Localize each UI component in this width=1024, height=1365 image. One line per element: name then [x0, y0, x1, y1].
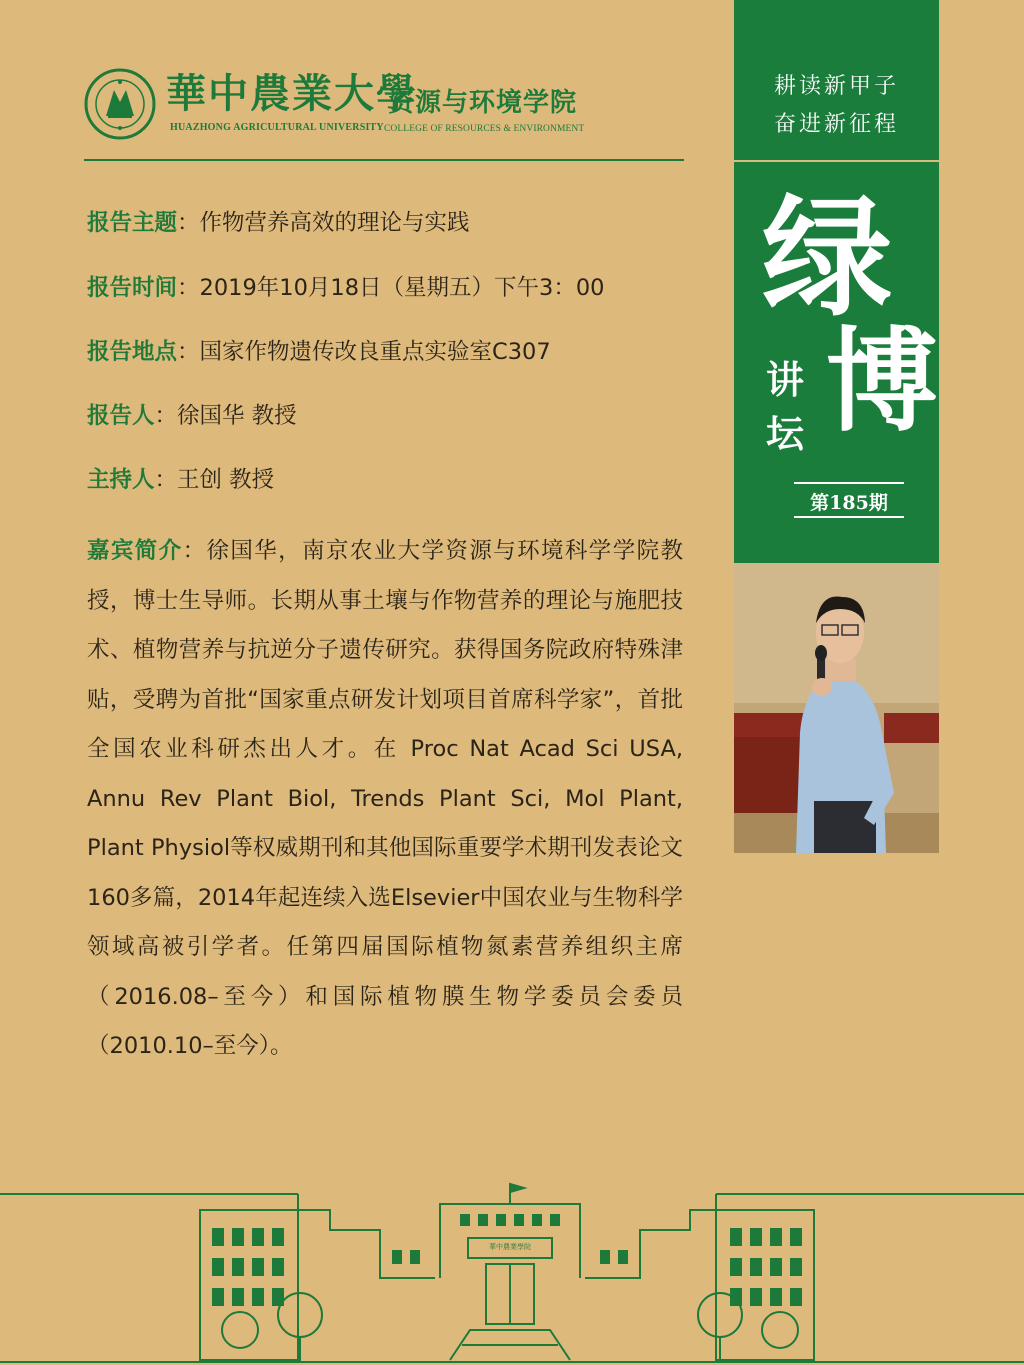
brush-char-lv: 绿 — [762, 181, 893, 334]
college-name-en: COLLEGE OF RESOURCES & ENVIRONMENT — [384, 124, 585, 134]
reporter — [87, 401, 297, 431]
report-location-label: 报告地点 — [87, 339, 178, 365]
issue-rule-top — [794, 482, 904, 484]
host-label: 主持人 — [87, 467, 155, 493]
speaker-photo — [734, 563, 939, 853]
guest-bio — [87, 527, 683, 1072]
university-seal-icon — [84, 68, 156, 140]
host — [87, 465, 274, 495]
university-name-en: HUAZHONG AGRICULTURAL UNIVERSITY — [170, 122, 384, 133]
guest-bio-text: ：徐国华，南京农业大学资源与环境科学学院教授，博士生导师。长期从事土壤与作物营养的理论与施肥技术、植物营养与抗逆分子遗传研究。获得国务院政府特殊津贴，受聘为首批“国家重点研发计划项目首席科学家”，首批全国农业科研杰出人才。在 Proc Nat Acad Sci USA, Annu Rev Plant Biol, Trends Plant Sci, Mol Plant, Plant Physiol等权威期刊和其他国际重要学术期刊发表论文160多篇，2014年起连续入选Elsevier中国农业与生物科学领域高被引学者。任第四届国际植物氮素营养组织主席（2016.08–至今）和国际植物膜生物学委员会委员（2010.10–至今）。 — [87, 538, 683, 1059]
guest-bio-label: 嘉宾简介 — [87, 538, 183, 564]
report-time-label: 报告时间 — [87, 275, 178, 301]
reporter-label: 报告人 — [87, 403, 155, 429]
speaker-illustration — [734, 563, 939, 853]
report-topic-label: 报告主题 — [87, 210, 178, 236]
college-name-cn: 资源与环境学院 — [388, 88, 578, 118]
reporter-value: ：徐国华 教授 — [154, 403, 297, 429]
university-logo — [84, 64, 684, 144]
building-sign: 華中農業學院 — [489, 1243, 531, 1251]
report-location — [87, 337, 551, 367]
host-value: ：王创 教授 — [154, 467, 275, 493]
report-topic — [87, 208, 470, 238]
forum-char-tan: 坛 — [766, 412, 805, 456]
report-time-value: ：2019年10月18日（星期五）下午3：00 — [177, 275, 605, 301]
university-name-cn: 華中農業大學 — [166, 70, 418, 117]
issue-rule-bottom — [794, 516, 904, 518]
forum-char-jiang: 讲 — [766, 358, 805, 402]
header-divider — [84, 159, 684, 161]
report-topic-value: ：作物营养高效的理论与实践 — [177, 210, 470, 236]
forum-banner — [734, 0, 939, 563]
brush-char-bo: 博 — [826, 316, 938, 447]
slogan-divider — [734, 160, 939, 162]
report-location-value: ：国家作物遗传改良重点实验室C307 — [177, 339, 551, 365]
campus-building-illustration — [0, 1180, 1024, 1365]
slogan-line-1: 耕读新甲子 — [773, 74, 899, 99]
report-time — [87, 273, 604, 303]
slogan-line-2: 奋进新征程 — [773, 112, 899, 137]
issue-number: 第185期 — [810, 492, 888, 514]
